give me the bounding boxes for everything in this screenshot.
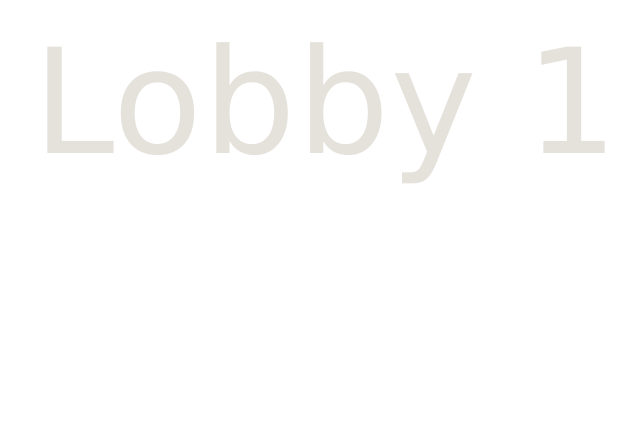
lobby-title: Lobby 1 <box>33 18 620 188</box>
